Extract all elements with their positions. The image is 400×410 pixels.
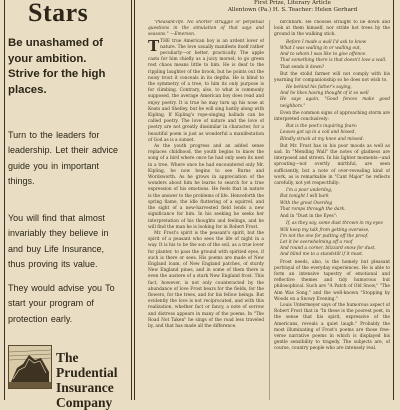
article-epigraph: "Pleasant-life. No shorter struggle or perpetual questions in the simulation of that says and seasons." —Emerson. [148,20,264,38]
poem-excerpt: If, as they say, some dust thrown in my eyes Will keep my talk from getting overwise, I'm not the one for putting off the proof. Let it be overwhelming off a roof And round a corner, blizzard snow for dust, And blind me to a standstill if it must. [280,221,383,258]
left-edge-rule [4,0,5,400]
article-paragraph: Louis Untermeyer says of the humorous aspect of Robert Frost that in "In these is the poorest poet, in the sense that his spirit, expressive of the Americans, reveals a quiet laugh." Probably the most illuminating of Frost's poems are those free-verse narrative poems in which is displayed his gentle sensibility to tragedy. The subjects are, of course, country people who are intensely real. [274,302,390,352]
article-column-right [274,20,390,400]
poem-excerpt: He behind his father's saying, And he likes having thought of it so well He says again, "Good fences make good neighbors." [280,85,390,109]
article-paragraph: As the youth progress and an added sense replaces childhood, the youth begins to know the song of a bird where once he had only seen its nest in a tree. Where once he had encountered only Mr. Kipling, he now begins to see Burns and Wordsworth. As he grows in appreciation of the wonders about him he learns to search for a true expression of his emotions. He feels that in nature is the answer to the problems of life. Henceforth the spring flame, the idle fluttering of a squirrel, and the sight of a new-harvested field lends a new significance for him. In his seeking he seeks her interpretation of his thoughts and feelings, and he will find the man he is looking for in Robert Frost. [148,144,264,230]
left-column-divider [131,0,132,400]
prize-line: First Prize, Literary Article [254,0,331,6]
article-paragraph: That sends it down? [280,65,325,71]
article-paragraph: birchbark. He chooses straight to lie down and look at them himself, nor stride hot trees by the ground in the walking stick. [274,20,390,38]
left-column-divider-double [134,0,135,400]
ad-paragraph-1: Turn to the leaders for leadership. Let their advice guide you in important things. [8,130,118,186]
article-paragraph [148,36,264,144]
poem-excerpt: Before I made a wall I'd ask to know What I was walling in or walling out, And to whom I was like to give offence. That something there is that doesn't love a wall. [280,39,387,64]
article-paragraph: Even the common signs of approaching storm are interpreted conclusively: [274,110,390,123]
article-column-left [148,20,264,400]
article-paragraph: And in "Dust in the Eyes": [280,214,338,220]
article-column-divider [269,20,270,400]
article-paragraph-text: THE true American boy is an ardent lover of nature. The love usually manifests itself rather peculiarly—or better, practically. The apple casts for him chiefly as a juicy morsel; to go green rest chaos means little to him. He is deaf to the rippling laughter of the brook, but he points out the noisy trout it conceals in its depths. He is blind to the symmetry of a tree, to him its only purpose is for climbing. Contrary, also, to what is commonly supposed, the average American boy does read and enjoy poetry. It is true he may turn up his nose at Keats and Shelley, but he will sing lustily along with Kipling. If Kipling's rope-singing ballads can be called poetry. The love of nature and the love of poetry are not greatly dissimilar in character, for a beautiful poem is just as wonderful a manifestation of God as is a sunset. [148,38,264,143]
rock-of-gibraltar-emblem-icon [8,345,52,389]
poem-excerpt: But is the poet's inquiring fears: Leaves got up in a coil and hissed, Blindly struck at my knee and missed. [280,124,364,142]
drop-cap: T [148,36,160,55]
poem-excerpt: I'm a poor underdog, But tonight I will bark With the great Overdog That romps through the dark. [280,188,346,212]
ad-paragraph-2: You will find that almost invariably they believe in and buy Life Insurance, thus proving its value. [8,213,109,269]
article-paragraph: But the stolid farmer will not comply with his yearning for companionship so he does not wish to. [274,71,390,83]
ad-headline: Be unashamed of your ambition. Strive for the high places. [8,37,106,96]
article-paragraph: Frost needs, also, is the homely but pleasant portrayal of the everyday experiences. He is able to form an intensive tapestry of emotional and reflective themes and tidy humorous but philosophical. Such are "A Patch of Old Snow," "The Aim Was Song," and the well-known "Stopping by Woods on a Snowy Evening." [274,259,390,302]
company-name: The Prudential Insurance Company [56,350,118,410]
article-paragraph: But Mr. Frost has in his poor moods as well as sad. In "Mending Wall" the notes of gladness are interposed and strewn. In his lighter moments—and sprouting—not overtly mirthful, are seen sufficiently, but a note of over-revealing kind of work, as is remarkable in "Cant Major" he reflects carefully, not yet respectfully: [274,143,390,187]
ad-paragraph-3: They would advise you To start your program of protection early. [8,283,115,324]
literary-article [148,20,400,400]
article-paragraph: Mr. Frost's spirit is the peasant's spirit, but the spirit of a peasant who sees the life of night in a way. It is his to be the son of the soil, as a true lover for planter, to pass the ground with spirited eyes, if such is there or sees. His poems are made of New England loam, of New England patches, of sturdy New England pines, and in some of them there is even the austere of a stark New England frost. This fact, however, is not only counteracted by the abundance of love Frost bears for the fields, for the flowers, for the trees, and for his fellow beings. But evidently the love is not reciprocated, and with this realization, whether fact or fancy, a note of sorrow and distress appears in many of the poems. In "The Road Not Taken" he sings of the road less traveled by, and that has made all the difference. [148,230,264,329]
author-line: Allentown (Pa.) H. S. Teacher: Helen Gerhard [227,6,358,13]
prize-credit [190,0,395,14]
masthead-stars: Stars [28,0,89,27]
